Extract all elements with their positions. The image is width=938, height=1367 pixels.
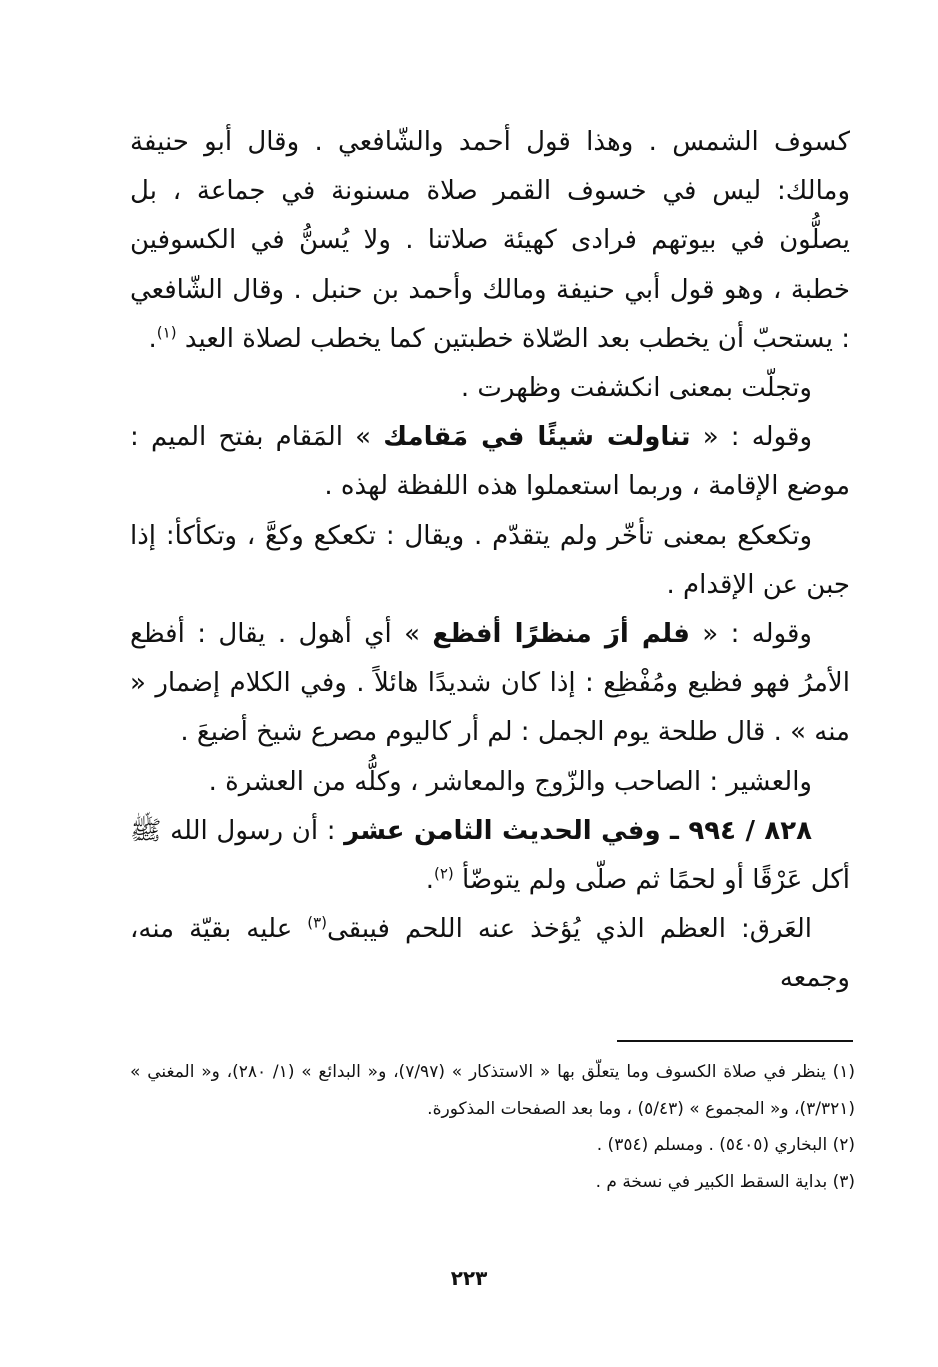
footnote-ref-1: (١) — [156, 323, 177, 342]
paragraph-text: وقوله : « — [702, 619, 812, 650]
footnote-3: (٣) بداية السقط الكبير في نسخة م . — [595, 1171, 855, 1192]
footnotes — [130, 1054, 855, 1200]
quoted-phrase: تناولت شيئًا في مَقامك — [383, 422, 691, 453]
paragraph-end: . — [148, 323, 157, 354]
paragraph-afza — [130, 610, 850, 758]
footnote-ref-3: (٣) — [307, 913, 328, 932]
paragraph-text: : أن رسول الله — [170, 815, 336, 846]
hadith-number: ٨٢٨ / ٩٩٤ ـ وفي الحديث الثامن عشر — [344, 815, 812, 846]
paragraph-text: وقوله : « — [702, 422, 813, 453]
paragraph-text: كسوف الشمس . وهذا قول أحمد والشّافعي . وقال أبو حنيفة ومالك: ليس في خسوف القمر صلاة مسنونة في جماعة ، بل يصلُّون في بيوتهم فرادى كهيئة صلاتنا . ولا يُسنُّ في الكسوفين خطبة ، وهو قول أبي حنيفة ومالك وأحمد بن حنبل . وقال الشّافعي : يستحبّ أن يخطب بعد الصّلاة خطبتين كما يخطب لصلاة العيد — [130, 127, 850, 354]
paragraph-hadith-heading — [130, 807, 850, 905]
paragraph-maqam — [130, 413, 850, 511]
salutation-glyph: ﷺ — [130, 815, 162, 846]
paragraph-text: عليه بقيّة منه، وجمعه — [130, 914, 850, 994]
page-number: ٢٢٣ — [450, 1266, 488, 1290]
paragraph-text: » أي أهول . يقال : أفظع الأمرُ فهو فظيع ومُفْظِع : إذا كان شديدًا هائلاً . وفي الكلام إضمار « منه » . قال طلحة يوم الجمل : لم أر كاليوم مصرع شيخ أضيعَ . — [130, 619, 850, 748]
paragraph-eclipse-prayer — [130, 118, 850, 364]
main-text — [130, 118, 850, 1004]
footnote-2: (٢) البخاري (٥٤٠٥) . ومسلم (٣٥٤) . — [596, 1135, 855, 1155]
paragraph-end: . — [425, 865, 434, 896]
paragraph-text: » المَقام بفتح الميم : موضع الإقامة ، وربما استعملوا هذه اللفظة لهذه . — [130, 422, 850, 502]
paragraph-tajallat: وتجلّت بمعنى انكشفت وظهرت . — [460, 373, 812, 404]
paragraph-takaka: وتكعكع بمعنى تأخّر ولم يتقدّم . ويقال : تكعكع وكعَّ ، وتكأكأ: إذا جبن عن الإقدام . — [130, 520, 850, 600]
paragraph-text: أكل عَرْقًا أو لحمًا ثم صلّى ولم يتوضّأ — [462, 865, 850, 896]
paragraph-arq — [130, 905, 850, 1003]
footnote-ref-2: (٢) — [433, 864, 454, 883]
quoted-phrase: فلم أرَ منظرًا أفظع — [432, 619, 690, 650]
footnote-divider — [617, 1040, 853, 1042]
footnote-1: (١) ينظر في صلاة الكسوف وما يتعلّق بها « الاستذكار » (٧/٩٧)، و« البدائع » (١/ ٢٨٠)، و« المغني » (٣/٣٢١)، و« المجموع » (٥/٤٣) ، وما بعد الصفحات المذكورة. — [130, 1062, 855, 1119]
paragraph-text: العَرق: العظم الذي يُؤخذ عنه اللحم فيبقى — [327, 914, 812, 945]
paragraph-ashir: والعشير : الصاحب والزّوج والمعاشر ، وكلُّه من العشرة . — [208, 766, 812, 797]
